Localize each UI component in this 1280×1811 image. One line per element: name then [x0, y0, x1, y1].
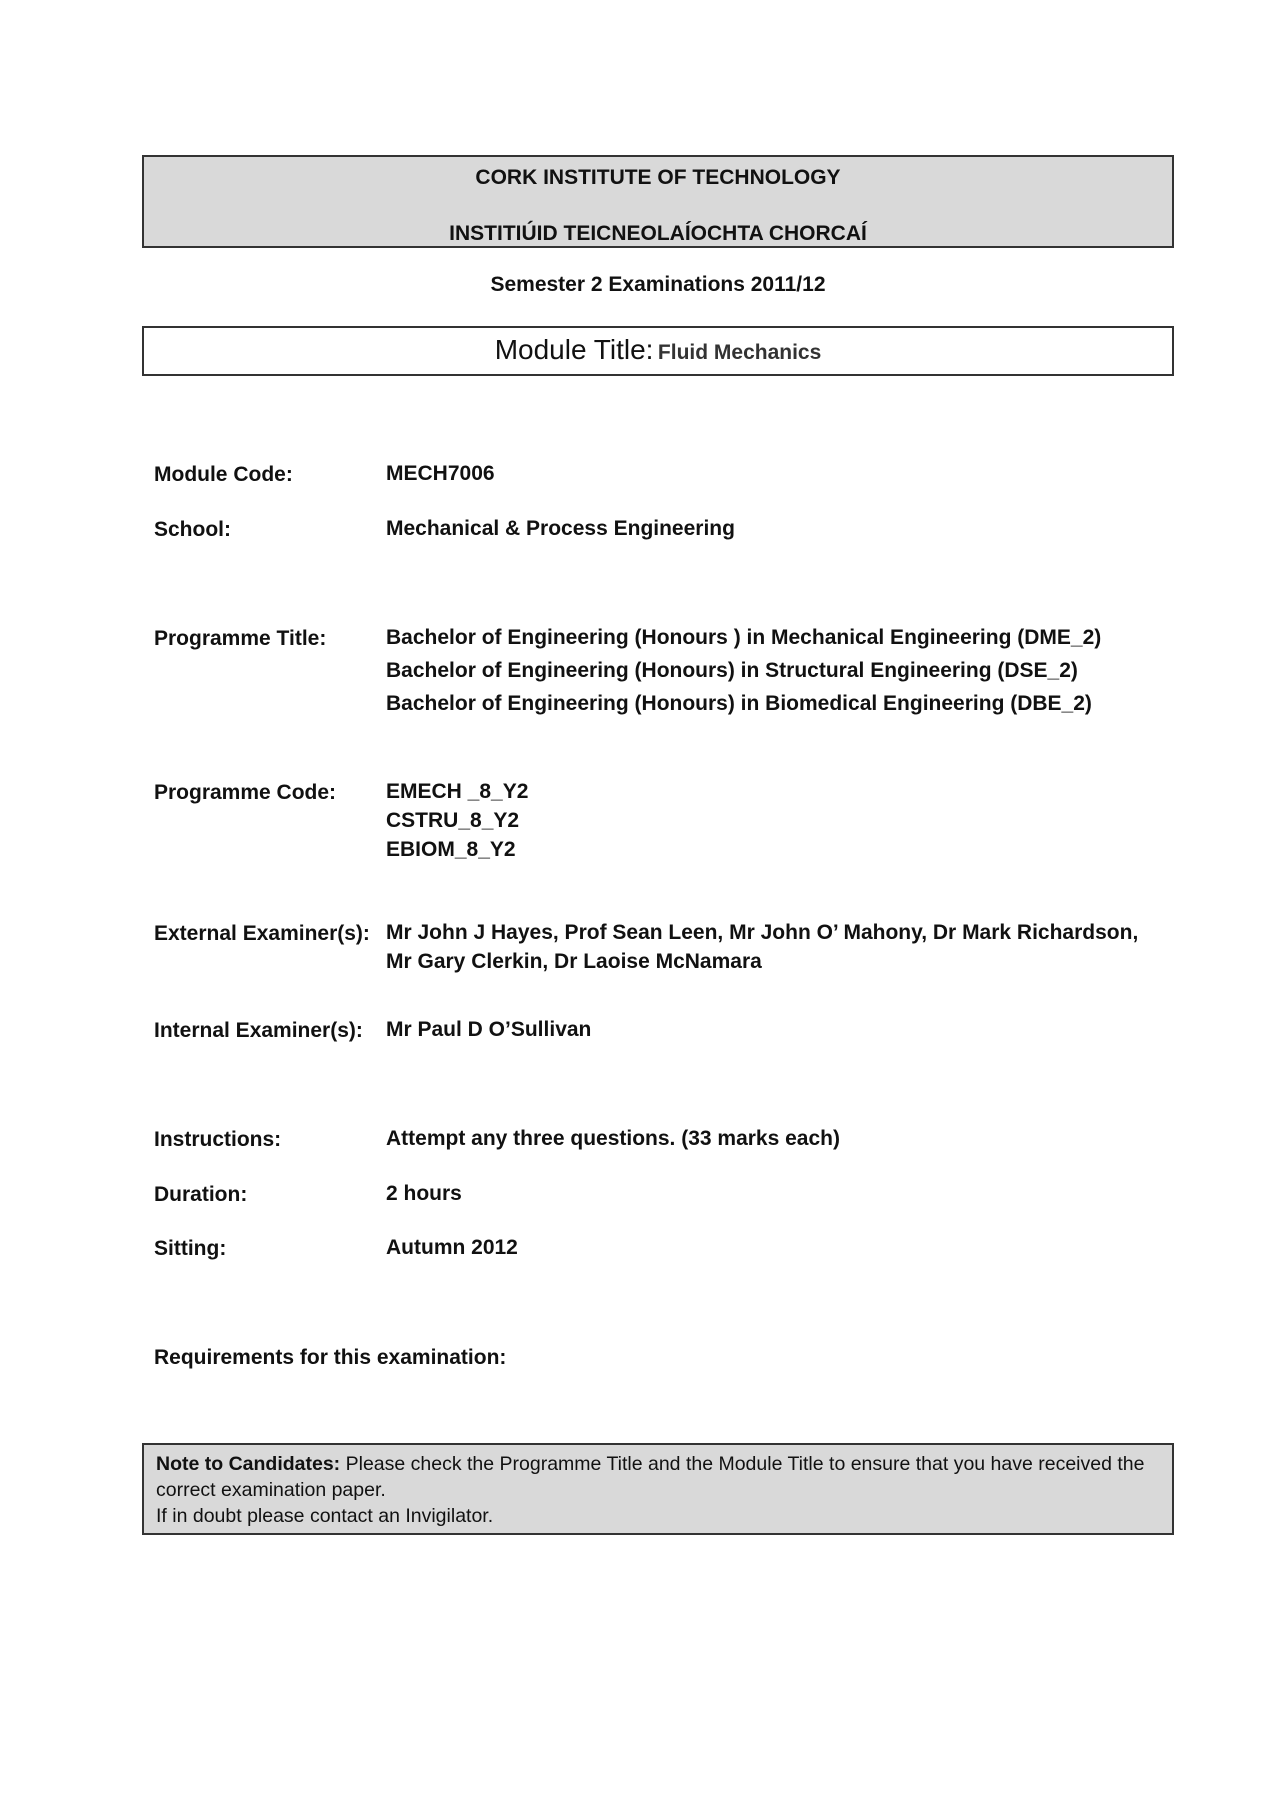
school-label: School:	[154, 518, 231, 541]
sitting-label: Sitting:	[154, 1237, 227, 1260]
note-text-contact: If in doubt please contact an Invigilator.	[156, 1505, 494, 1527]
programme-title-label: Programme Title:	[154, 627, 327, 650]
note-to-candidates	[142, 1443, 1174, 1535]
programme-code-line: EMECH _8_Y2	[386, 780, 529, 803]
institution-name-english: CORK INSTITUTE OF TECHNOLOGY	[475, 166, 841, 189]
programme-title-line: Bachelor of Engineering (Honours) in Biomedical Engineering (DBE_2)	[386, 692, 1092, 715]
note-label: Note to Candidates:	[156, 1453, 341, 1475]
instructions-value: Attempt any three questions. (33 marks each)	[386, 1127, 840, 1150]
programme-title-line: Bachelor of Engineering (Honours) in Structural Engineering (DSE_2)	[386, 659, 1078, 682]
programme-code-line: EBIOM_8_Y2	[386, 838, 516, 861]
note-text: Please check the Programme Title and the Module Title to ensure that you have received the correct examination paper.	[156, 1453, 1145, 1501]
external-examiners-list	[386, 918, 1138, 976]
internal-examiners-label: Internal Examiner(s):	[154, 1019, 363, 1042]
module-title-value: Fluid Mechanics	[657, 341, 822, 364]
external-examiners-line: Mr Gary Clerkin, Dr Laoise McNamara	[386, 950, 762, 973]
school-value: Mechanical & Process Engineering	[386, 517, 735, 540]
semester-heading: Semester 2 Examinations 2011/12	[490, 273, 826, 296]
duration-value: 2 hours	[386, 1182, 462, 1205]
module-code-label: Module Code:	[154, 463, 293, 486]
programme-code-line: CSTRU_8_Y2	[386, 809, 520, 832]
institution-header	[142, 155, 1174, 248]
external-examiners-label: External Examiner(s):	[154, 922, 370, 945]
requirements-heading: Requirements for this examination:	[154, 1346, 507, 1369]
instructions-label: Instructions:	[154, 1128, 282, 1151]
institution-name-irish: INSTITIÚID TEICNEOLAÍOCHTA CHORCAÍ	[449, 222, 867, 245]
programme-code-label: Programme Code:	[154, 781, 337, 804]
module-code-value: MECH7006	[386, 462, 495, 485]
programme-code-list	[386, 777, 528, 864]
module-title-box	[142, 326, 1174, 376]
internal-examiners-value: Mr Paul D O’Sullivan	[386, 1018, 592, 1041]
external-examiners-line: Mr John J Hayes, Prof Sean Leen, Mr John O’ Mahony, Dr Mark Richardson,	[386, 921, 1139, 944]
programme-title-line: Bachelor of Engineering (Honours ) in Mechanical Engineering (DME_2)	[386, 626, 1102, 649]
module-title-label: Module Title:	[494, 334, 654, 365]
sitting-value: Autumn 2012	[386, 1236, 518, 1259]
programme-title-list	[386, 621, 1101, 720]
duration-label: Duration:	[154, 1183, 248, 1206]
